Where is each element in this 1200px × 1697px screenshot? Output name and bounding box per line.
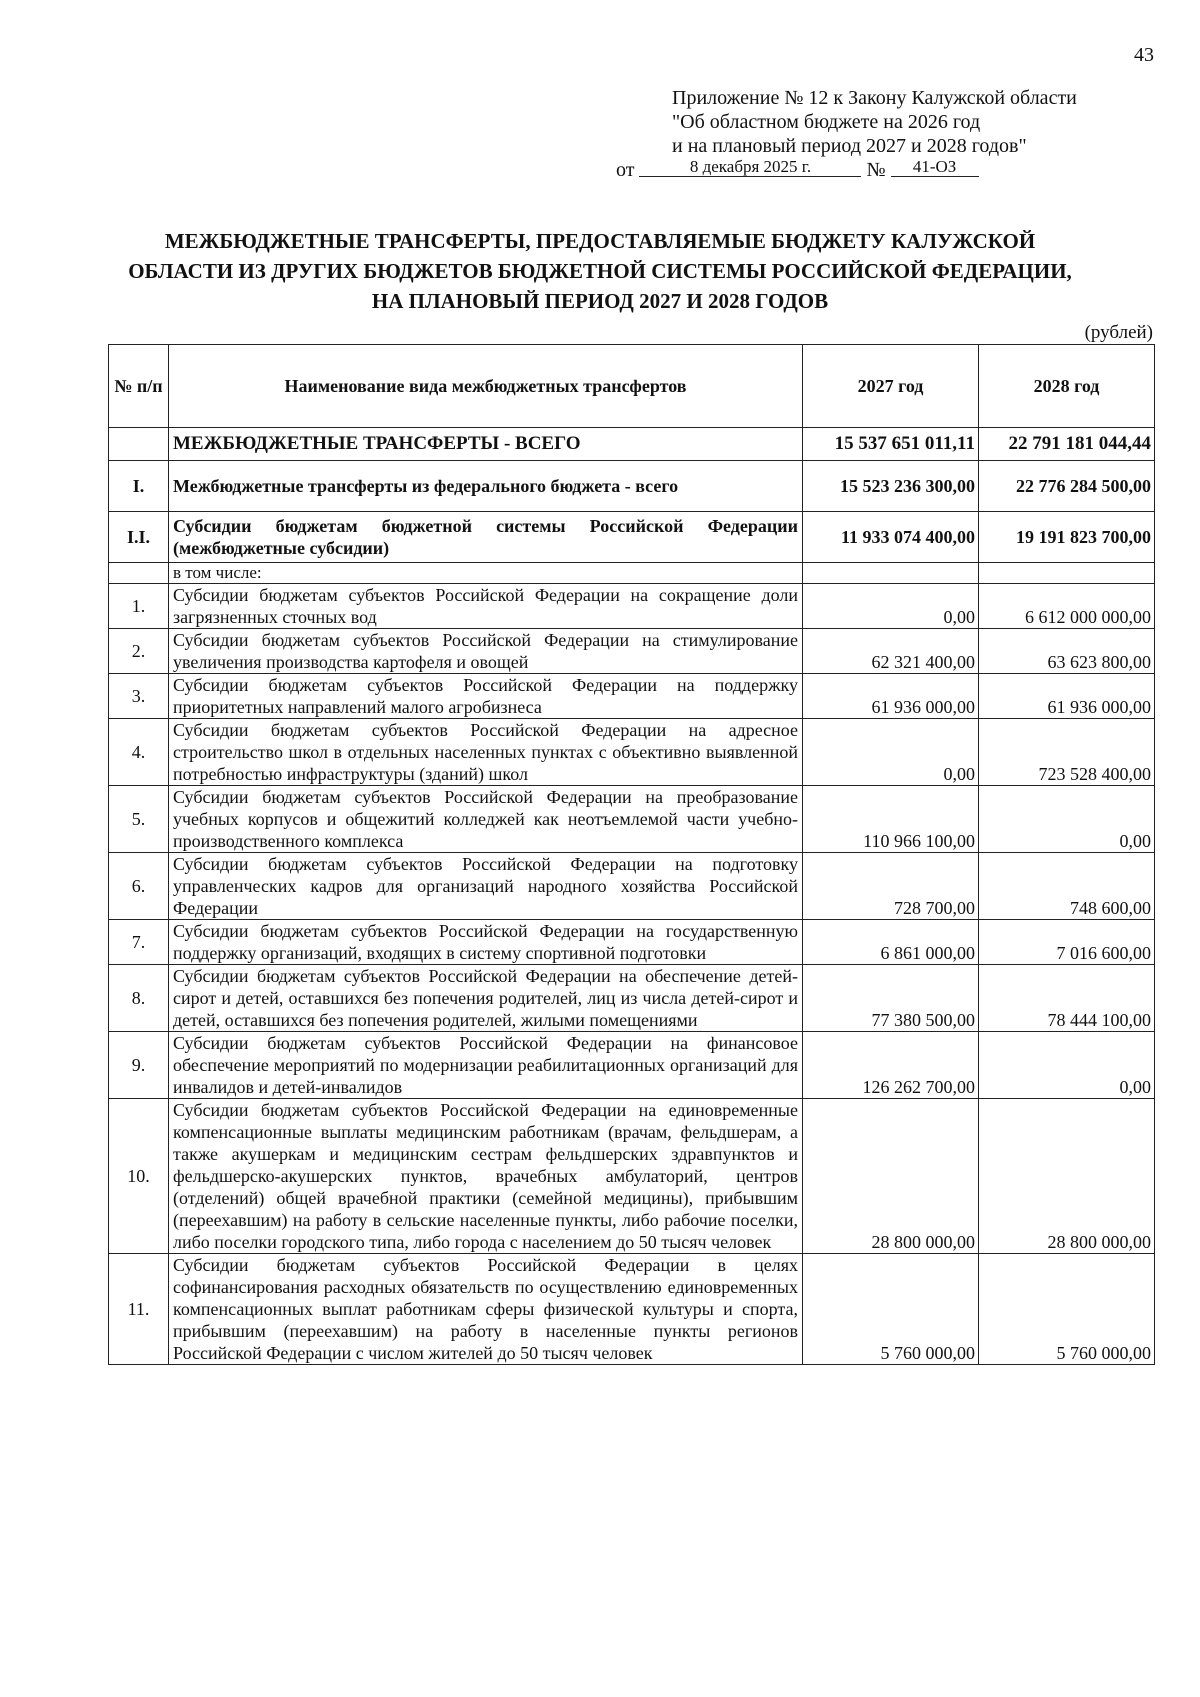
- row-2028: 748 600,00: [979, 853, 1155, 920]
- row-2028: 723 528 400,00: [979, 719, 1155, 786]
- table-row: [109, 853, 1155, 920]
- row-name: Субсидии бюджетам субъектов Российской Федерации на адресное строительство школ в отдельных населенных пунктах с объективно выявленной потребностью инфраструктуры (зданий) школ: [169, 719, 803, 786]
- table-row: [109, 965, 1155, 1032]
- row-2027: 15 523 236 300,00: [803, 461, 979, 512]
- header-row: [109, 345, 1155, 428]
- row-2027: 728 700,00: [803, 853, 979, 920]
- row-2027: 0,00: [803, 584, 979, 629]
- appendix-line-3: и на плановый период 2027 и 2028 годов": [672, 135, 1027, 157]
- row-2027: 61 936 000,00: [803, 674, 979, 719]
- row-name: Субсидии бюджетам субъектов Российской Федерации на финансовое обеспечение мероприятий по модернизации реабилитационных организаций для инвалидов и детей-инвалидов: [169, 1032, 803, 1099]
- row-name: Межбюджетные трансферты из федерального бюджета - всего: [169, 461, 803, 512]
- including-row: [109, 563, 1155, 584]
- row-2028: 19 191 823 700,00: [979, 512, 1155, 563]
- row-num: 1.: [109, 584, 169, 629]
- from-label: от: [616, 159, 635, 181]
- row-num: I.: [109, 461, 169, 512]
- row-2027: 11 933 074 400,00: [803, 512, 979, 563]
- table-row: [109, 719, 1155, 786]
- row-num: 9.: [109, 1032, 169, 1099]
- table-row: [109, 674, 1155, 719]
- table-row: [109, 629, 1155, 674]
- page-number: 43: [1134, 44, 1154, 66]
- row-2028: 63 623 800,00: [979, 629, 1155, 674]
- row-name: МЕЖБЮДЖЕТНЫЕ ТРАНСФЕРТЫ - ВСЕГО: [169, 428, 803, 461]
- row-num: 5.: [109, 786, 169, 853]
- row-num: 3.: [109, 674, 169, 719]
- row-name: Субсидии бюджетам субъектов Российской Федерации на поддержку приоритетных направлений малого агробизнеса: [169, 674, 803, 719]
- row-2028: 0,00: [979, 786, 1155, 853]
- including-label: в том числе:: [169, 563, 803, 584]
- row-2028: 5 760 000,00: [979, 1254, 1155, 1365]
- row-name: Субсидии бюджетам бюджетной системы Российской Федерации (межбюджетные субсидии): [169, 512, 803, 563]
- row-num: 7.: [109, 920, 169, 965]
- table-row: [109, 920, 1155, 965]
- document-title: [100, 226, 1100, 316]
- appendix-date-line: [616, 158, 1172, 182]
- subsidies-row: [109, 512, 1155, 563]
- row-name: Субсидии бюджетам субъектов Российской Федерации на стимулирование увеличения производства картофеля и овощей: [169, 629, 803, 674]
- row-num: 8.: [109, 965, 169, 1032]
- title-line-2: ОБЛАСТИ ИЗ ДРУГИХ БЮДЖЕТОВ БЮДЖЕТНОЙ СИСТЕМЫ РОССИЙСКОЙ ФЕДЕРАЦИИ,: [128, 259, 1072, 283]
- title-line-1: МЕЖБЮДЖЕТНЫЕ ТРАНСФЕРТЫ, ПРЕДОСТАВЛЯЕМЫЕ БЮДЖЕТУ КАЛУЖСКОЙ: [164, 229, 1036, 253]
- row-name: Субсидии бюджетам субъектов Российской Федерации на сокращение доли загрязненных сточных вод: [169, 584, 803, 629]
- units-label: (рублей): [1084, 322, 1153, 343]
- header-name: Наименование вида межбюджетных трансфертов: [169, 345, 803, 428]
- row-2027: 15 537 651 011,11: [803, 428, 979, 461]
- row-2027: 5 760 000,00: [803, 1254, 979, 1365]
- table-row: [109, 1254, 1155, 1365]
- row-num: 6.: [109, 853, 169, 920]
- row-num: 4.: [109, 719, 169, 786]
- appendix-line-1: Приложение № 12 к Закону Калужской области: [672, 87, 1077, 109]
- row-name: Субсидии бюджетам субъектов Российской Федерации в целях софинансирования расходных обязательств по осуществлению единовременных компенсационных выплат работникам сферы физической культуры и спорта, прибывшим (переехавшим) на работу в населенные пункты регионов Российской Федерации с числом жителей до 50 тысяч человек: [169, 1254, 803, 1365]
- total-row: [109, 428, 1155, 461]
- table-row: [109, 584, 1155, 629]
- row-2027: 0,00: [803, 719, 979, 786]
- law-date: 8 декабря 2025 г.: [639, 158, 861, 177]
- row-2027: [803, 563, 979, 584]
- row-name: Субсидии бюджетам субъектов Российской Федерации на подготовку управленческих кадров для организаций народного хозяйства Российской Федерации: [169, 853, 803, 920]
- appendix-block: [616, 86, 1172, 182]
- row-num: 10.: [109, 1099, 169, 1254]
- table-row: [109, 1099, 1155, 1254]
- transfers-table: [108, 344, 1155, 1365]
- row-num: [109, 563, 169, 584]
- row-2027: 6 861 000,00: [803, 920, 979, 965]
- row-2027: 77 380 500,00: [803, 965, 979, 1032]
- row-2028: 7 016 600,00: [979, 920, 1155, 965]
- row-num: [109, 428, 169, 461]
- row-2027: 110 966 100,00: [803, 786, 979, 853]
- appendix-line-2: "Об областном бюджете на 2026 год: [672, 111, 981, 133]
- row-2028: 28 800 000,00: [979, 1099, 1155, 1254]
- row-2028: [979, 563, 1155, 584]
- table-row: [109, 1032, 1155, 1099]
- law-number: 41-ОЗ: [891, 158, 979, 177]
- title-line-3: НА ПЛАНОВЫЙ ПЕРИОД 2027 И 2028 ГОДОВ: [371, 289, 829, 313]
- row-name: Субсидии бюджетам субъектов Российской Федерации на государственную поддержку организаций, входящих в систему спортивной подготовки: [169, 920, 803, 965]
- federal-row: [109, 461, 1155, 512]
- row-2028: 0,00: [979, 1032, 1155, 1099]
- row-num: 11.: [109, 1254, 169, 1365]
- row-num: I.I.: [109, 512, 169, 563]
- row-2028: 22 791 181 044,44: [979, 428, 1155, 461]
- row-2027: 62 321 400,00: [803, 629, 979, 674]
- header-2027: 2027 год: [803, 345, 979, 428]
- table-row: [109, 786, 1155, 853]
- row-2028: 61 936 000,00: [979, 674, 1155, 719]
- header-num: № п/п: [109, 345, 169, 428]
- header-2028: 2028 год: [979, 345, 1155, 428]
- row-2028: 78 444 100,00: [979, 965, 1155, 1032]
- row-2027: 28 800 000,00: [803, 1099, 979, 1254]
- row-2028: 6 612 000 000,00: [979, 584, 1155, 629]
- row-name: Субсидии бюджетам субъектов Российской Федерации на обеспечение детей-сирот и детей, оставшихся без попечения родителей, лиц из числа детей-сирот и детей, оставшихся без попечения родителей, жилыми помещениями: [169, 965, 803, 1032]
- row-name: Субсидии бюджетам субъектов Российской Федерации на преобразование учебных корпусов и общежитий колледжей как неотъемлемой части учебно-производственного комплекса: [169, 786, 803, 853]
- row-num: 2.: [109, 629, 169, 674]
- row-2028: 22 776 284 500,00: [979, 461, 1155, 512]
- number-label: №: [866, 159, 886, 181]
- row-2027: 126 262 700,00: [803, 1032, 979, 1099]
- row-name: Субсидии бюджетам субъектов Российской Федерации на единовременные компенсационные выплаты медицинским работникам (врачам, фельдшерам, а также акушеркам и медицинским сестрам фельдшерских здравпунктов и фельдшерско-акушерских пунктов, врачебных амбулаторий, центров (отделений) общей врачебной практики (семейной медицины), прибывшим (переехавшим) на работу в сельские населенные пункты, либо рабочие поселки, либо поселки городского типа, либо города с населением до 50 тысяч человек: [169, 1099, 803, 1254]
